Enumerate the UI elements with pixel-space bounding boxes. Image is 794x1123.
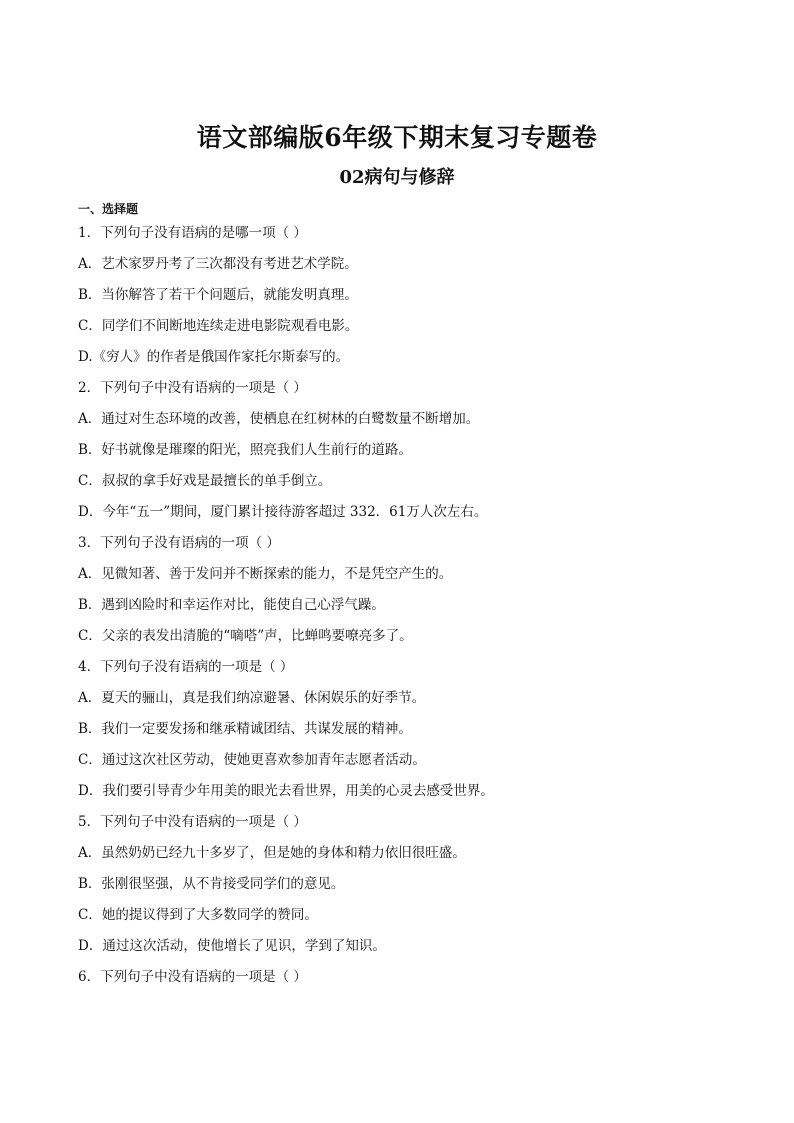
page-subtitle: 02病句与修辞	[339, 167, 455, 188]
answer-option: A．见微知著、善于发问并不断探索的能力，不是凭空产生的。	[78, 566, 453, 582]
question-stem: 6．下列句子中没有语病的一项是（ ）	[78, 969, 307, 985]
answer-option: B．遇到凶险时和幸运作对比，能使自己心浮气躁。	[78, 597, 385, 613]
answer-option: D．我们要引导青少年用美的眼光去看世界，用美的心灵去感受世界。	[78, 783, 494, 799]
question-stem: 3．下列句子没有语病的一项（ ）	[78, 535, 280, 551]
answer-option: C．父亲的表发出清脆的“嘀嗒”声，比蝉鸣要嘹亮多了。	[78, 628, 413, 644]
answer-option: A．夏天的骊山，真是我们纳凉避暑、休闲娱乐的好季节。	[78, 690, 426, 706]
section-heading: 一、选择题	[78, 202, 139, 216]
question-stem: 5．下列句子中没有语病的一项是（ ）	[78, 814, 307, 830]
answer-option: D．今年“五一”期间，厦门累计接待游客超过 332．61万人次左右。	[78, 504, 488, 520]
answer-option: C．同学们不间断地连续走进电影院观看电影。	[78, 318, 359, 334]
answer-option: A．虽然奶奶已经九十多岁了，但是她的身体和精力依旧很旺盛。	[78, 845, 466, 861]
question-stem: 4．下列句子没有语病的一项是（ ）	[78, 659, 294, 675]
answer-option: A．通过对生态环境的改善，使栖息在红树林的白鹭数量不断增加。	[78, 411, 480, 427]
answer-option: B．张刚很坚强，从不肯接受同学们的意见。	[78, 876, 345, 892]
answer-option: B．好书就像是璀璨的阳光，照亮我们人生前行的道路。	[78, 442, 412, 458]
question-stem: 2．下列句子中没有语病的一项是（ ）	[78, 380, 307, 396]
page-title: 语文部编版6年级下期末复习专题卷	[196, 123, 598, 152]
answer-option: C．她的提议得到了大多数同学的赞同。	[78, 907, 318, 923]
question-stem: 1．下列句子没有语病的是哪一项（ ）	[78, 225, 307, 241]
answer-option: A．艺术家罗丹考了三次都没有考进艺术学院。	[78, 256, 358, 272]
answer-option: C．通过这次社区劳动，使她更喜欢参加青年志愿者活动。	[78, 752, 426, 768]
answer-option: B．当你解答了若干个问题后，就能发明真理。	[78, 287, 358, 303]
answer-option: B．我们一定要发扬和继承精诚团结、共谋发展的精神。	[78, 721, 412, 737]
answer-option: D．通过这次活动，使他增长了见识，学到了知识。	[78, 938, 386, 954]
answer-option: C．叔叔的拿手好戏是最擅长的单手倒立。	[78, 473, 332, 489]
question-list	[78, 222, 738, 997]
answer-option: D.《穷人》的作者是俄国作家托尔斯泰写的。	[78, 349, 350, 365]
